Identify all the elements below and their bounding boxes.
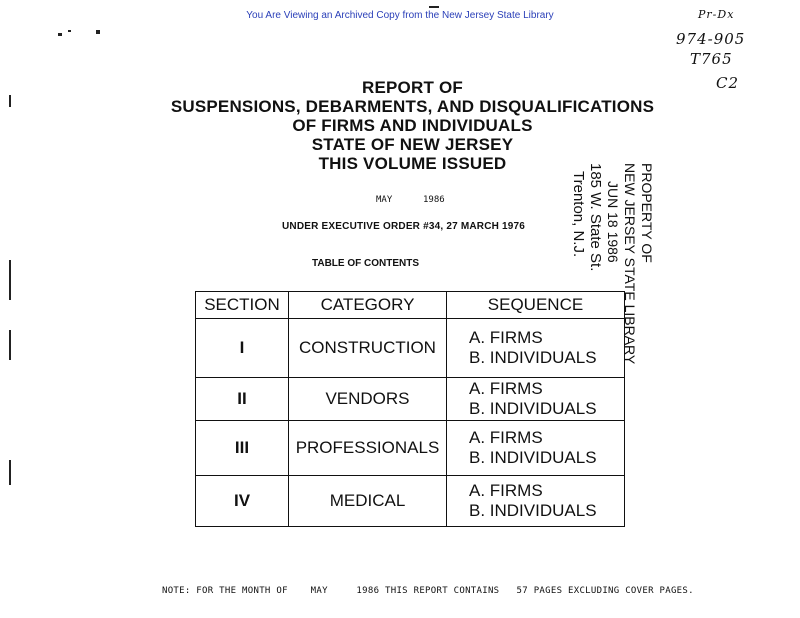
sequence-individuals: B. INDIVIDUALS [469, 399, 597, 418]
category-cell: PROFESSIONALS [289, 421, 447, 476]
stamp-line-3: JUN 18 1986 [605, 181, 621, 263]
stamp-line-5: Trenton, N.J. [570, 171, 587, 258]
category-cell: MEDICAL [289, 476, 447, 527]
sequence-individuals: B. INDIVIDUALS [469, 501, 597, 520]
handwritten-call-number: 974-905 [676, 30, 746, 48]
scan-speck [429, 6, 439, 8]
handwritten-copy-number: C2 [716, 74, 740, 92]
table-row [196, 476, 625, 527]
category-cell: CONSTRUCTION [289, 319, 447, 378]
header-section: SECTION [196, 292, 289, 319]
sequence-cell [447, 476, 625, 527]
scan-speck [9, 95, 11, 107]
sequence-individuals: B. INDIVIDUALS [469, 448, 597, 467]
title-line-2: SUSPENSIONS, DEBARMENTS, AND DISQUALIFICATIONS [170, 97, 655, 116]
category-cell: VENDORS [289, 378, 447, 421]
sequence-firms: A. FIRMS [469, 379, 543, 398]
handwritten-call-suffix: T765 [690, 50, 733, 68]
contents-table [195, 291, 625, 527]
issue-year: 1986 [423, 195, 445, 205]
page-count-note: NOTE: FOR THE MONTH OF MAY 1986 THIS REPORT CONTAINS 57 PAGES EXCLUDING COVER PAGES. [162, 586, 694, 596]
scan-speck [68, 30, 71, 32]
handwritten-top-mark: Pr-Dx [698, 8, 735, 21]
scan-speck [96, 30, 100, 34]
table-row [196, 378, 625, 421]
sequence-firms: A. FIRMS [469, 428, 543, 447]
table-row [196, 319, 625, 378]
archive-banner: You Are Viewing an Archived Copy from the New Jersey State Library [246, 10, 554, 21]
title-line-1: REPORT OF [362, 78, 463, 97]
title-line-4: STATE OF NEW JERSEY [311, 135, 514, 154]
header-sequence: SEQUENCE [447, 292, 625, 319]
issue-month: MAY [376, 195, 393, 205]
scan-speck [9, 460, 11, 485]
title-line-3: OF FIRMS AND INDIVIDUALS [292, 116, 533, 135]
scan-speck [9, 260, 11, 300]
stamp-line-4: 185 W. State St. [587, 163, 604, 272]
stamp-line-2: NEW JERSEY STATE LIBRARY [622, 163, 638, 365]
sequence-cell [447, 319, 625, 378]
executive-order: UNDER EXECUTIVE ORDER #34, 27 MARCH 1976 [282, 221, 526, 232]
sequence-firms: A. FIRMS [469, 481, 543, 500]
toc-heading: TABLE OF CONTENTS [312, 258, 420, 269]
table-row [196, 421, 625, 476]
title-line-5: THIS VOLUME ISSUED [318, 154, 507, 173]
section-cell: I [196, 319, 289, 378]
scan-speck [9, 330, 11, 360]
sequence-firms: A. FIRMS [469, 328, 543, 347]
section-cell: IV [196, 476, 289, 527]
sequence-cell [447, 378, 625, 421]
sequence-individuals: B. INDIVIDUALS [469, 348, 597, 367]
sequence-cell [447, 421, 625, 476]
section-cell: III [196, 421, 289, 476]
scan-speck [58, 33, 62, 36]
section-cell: II [196, 378, 289, 421]
table-header-row [196, 292, 625, 319]
header-category: CATEGORY [289, 292, 447, 319]
stamp-line-1: PROPERTY OF [639, 163, 655, 263]
